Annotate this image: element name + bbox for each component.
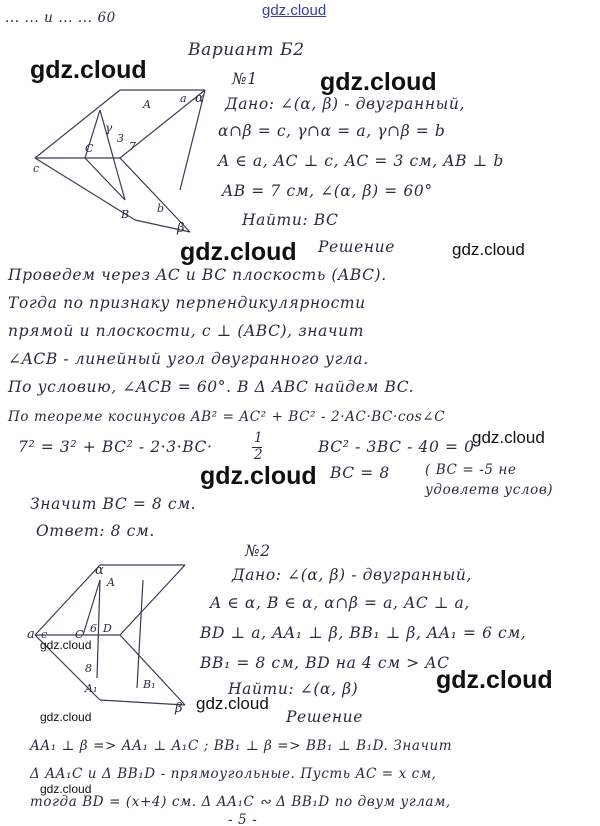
problem2-given-3: BD ⊥ a, AA₁ ⊥ β, BB₁ ⊥ β, AA₁ = 6 см, (200, 624, 527, 642)
fig1-beta: β (177, 221, 185, 236)
problem2-solution-title: Решение (286, 708, 364, 726)
fig1-B: B (121, 208, 130, 221)
fig2-six: 6 (90, 622, 97, 635)
problem1-answer: Ответ: 8 см. (36, 522, 155, 540)
problem1-given-3: A ∈ a, AC ⊥ c, AC = 3 см, AB ⊥ b (218, 152, 504, 170)
problem1-eq-result: BC = 8 (330, 464, 390, 482)
watermark-3: gdz.cloud (180, 238, 297, 266)
problem2-given-2: A ∈ α, B ∈ α, α∩β = a, AC ⊥ a, (210, 594, 470, 612)
problem1-find: Найти: BC (242, 211, 339, 229)
fig1-C: C (85, 142, 94, 155)
fig1-a: a (180, 92, 187, 105)
problem1-solution-5: По условию, ∠ACB = 60°. В Δ ABC найдем BC. (8, 378, 415, 396)
fig2-a: a (27, 627, 35, 642)
problem1-eq-right: BC² - 3BC - 40 = 0 (318, 438, 475, 456)
fig2-C: C (75, 628, 84, 641)
problem1-solution-1: Проведем через AC и BC плоскость (ABC). (8, 266, 387, 284)
watermark-1: gdz.cloud (30, 56, 147, 84)
problem1-conclusion: Значит BC = 8 см. (30, 495, 197, 513)
fig1-seven: 7 (129, 140, 136, 153)
figure-1-dihedral-angle (25, 80, 225, 240)
problem2-solution-3: тогда BD = (x+4) см. Δ AA₁C ∾ Δ BB₁D по двум углам, (30, 794, 451, 810)
page-number: - 5 - (228, 812, 258, 826)
problem2-number: №2 (245, 542, 271, 560)
problem1-eq-frac-den: 2 (254, 447, 264, 463)
watermark-8: gdz.cloud (436, 666, 553, 694)
fig1-c: c (33, 162, 40, 175)
problem1-number: №1 (232, 70, 258, 88)
fig2-A1: A₁ (85, 682, 98, 695)
fig1-gamma: γ (105, 121, 113, 135)
fig1-b: b (157, 202, 165, 215)
problem2-solution-1: AA₁ ⊥ β => AA₁ ⊥ A₁C ; BB₁ ⊥ β => BB₁ ⊥ B₁D. Значит (30, 738, 453, 754)
watermark-2: gdz.cloud (320, 68, 437, 96)
watermark-11: gdz.cloud (40, 782, 92, 796)
problem1-solution-2: Тогда по признаку перпендикулярности (8, 294, 366, 312)
problem1-solution-3: прямой и плоскости, c ⊥ (ABC), значит (8, 322, 365, 340)
fig2-beta: β (175, 701, 183, 716)
watermark-7: gdz.cloud (40, 638, 92, 652)
watermark-9: gdz.cloud (196, 694, 269, 713)
fig2-A: A (107, 576, 115, 589)
problem1-given-2: α∩β = c, γ∩α = a, γ∩β = b (218, 122, 446, 140)
watermark-top: gdz.cloud (262, 2, 327, 19)
fig1-A: A (143, 98, 151, 111)
fig2-eight: 8 (85, 662, 92, 675)
problem1-solution-6: По теореме косинусов AB² = AC² + BC² - 2·AC·BC·cos∠C (8, 409, 446, 425)
problem1-eq-frac-num: 1 (254, 430, 264, 446)
fig1-alpha: α (195, 91, 204, 106)
fig2-B1: B₁ (143, 678, 156, 691)
variant-title: Вариант Б2 (188, 40, 305, 60)
problem2-find: Найти: ∠(α, β) (228, 680, 359, 698)
problem1-solution-4: ∠ACB - линейный угол двугранного угла. (8, 350, 369, 368)
watermark-4: gdz.cloud (452, 240, 525, 259)
problem1-solution-title: Решение (318, 238, 396, 256)
problem1-given-4: AB = 7 см, ∠(α, β) = 60° (222, 182, 433, 200)
problem1-given-1: Дано: ∠(α, β) - двугранный, (225, 95, 465, 113)
fig1-three: 3 (117, 132, 124, 145)
problem2-given-4: BB₁ = 8 см, BD на 4 см > AC (200, 654, 450, 672)
watermark-10: gdz.cloud (40, 710, 92, 724)
problem1-eq-left: 7² = 3² + BC² - 2·3·BC· (18, 438, 213, 456)
fig2-D: D (103, 622, 112, 635)
problem1-eq-note-1: ( BC = -5 не (425, 462, 517, 478)
fig2-alpha: α (95, 563, 104, 578)
watermark-6: gdz.cloud (200, 462, 317, 490)
problem2-given-1: Дано: ∠(α, β) - двугранный, (232, 566, 472, 584)
fig2-c: c (41, 628, 48, 641)
problem1-eq-note-2: удовлетв услов) (425, 482, 554, 498)
watermark-5: gdz.cloud (472, 428, 545, 447)
header-top-fragment: ... ... и ... ... 60 (5, 10, 116, 26)
problem2-solution-2: Δ AA₁C и Δ BB₁D - прямоугольные. Пусть AC = x см, (30, 766, 437, 782)
